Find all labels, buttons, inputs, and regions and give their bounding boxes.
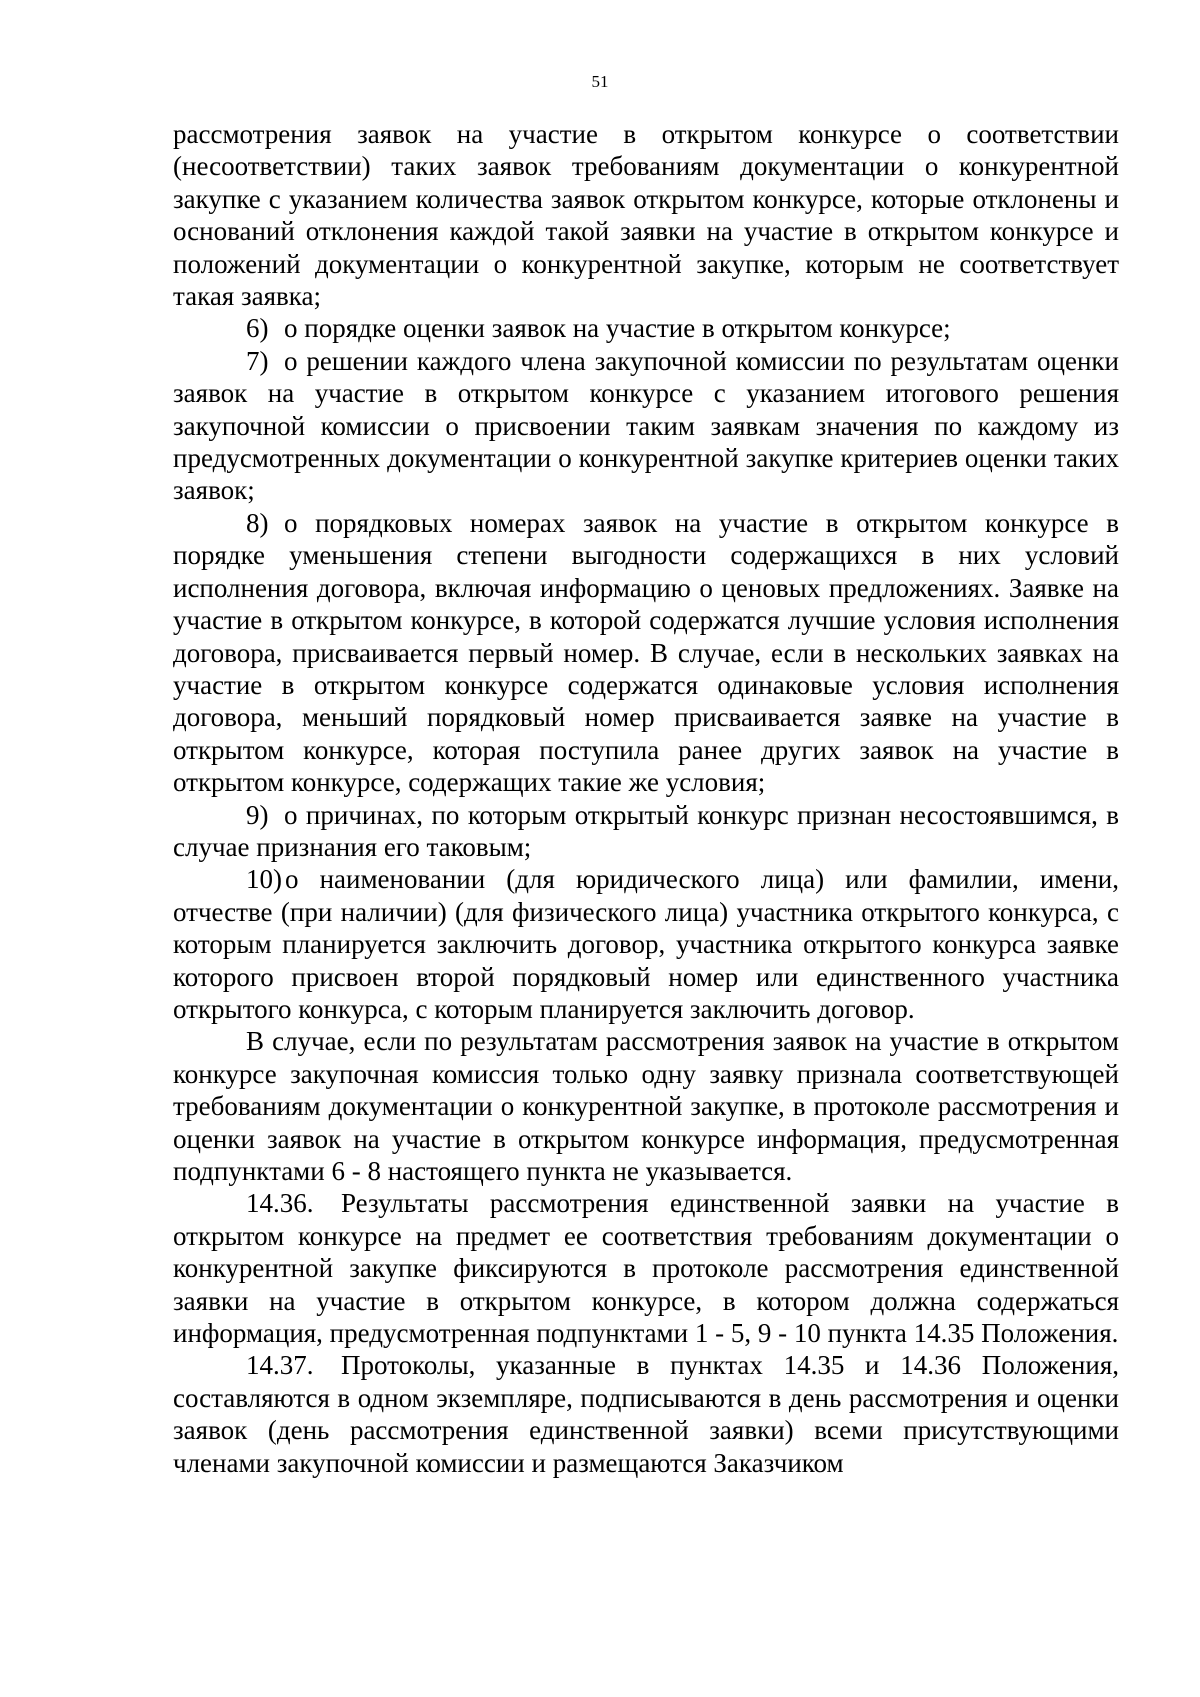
clause-number: 14.36. xyxy=(246,1188,314,1219)
clause-14-37 xyxy=(173,1349,1119,1479)
list-item-text: о решении каждого члена закупочной комиссии по результатам оценки заявок на участие в открытом конкурсе с указанием итогового решения закупочной комиссии о присвоении таким заявкам значения по каждому из предусмотренных документации о конкурентной закупке критериев оценки таких заявок; xyxy=(173,345,1119,506)
list-item-6 xyxy=(173,312,1119,344)
paragraph-continuation: рассмотрения заявок на участие в открытом конкурсе о соответствии (несоответствии) таких заявок требованиям документации о конкурентной закупке с указанием количества заявок открытом конкурсе, которые отклонены и оснований отклонения каждой такой заявки на участие в открытом конкурсе и положений документации о конкурентной закупке, которым не соответствует такая заявка; xyxy=(173,119,1119,312)
list-item-text: о порядке оценки заявок на участие в открытом конкурсе; xyxy=(284,313,951,344)
list-item-9 xyxy=(173,799,1119,864)
list-item-number: 10) xyxy=(246,864,282,895)
list-item-text: о причинах, по которым открытый конкурс признан несостоявшимся, в случае признания его таковым; xyxy=(173,799,1119,862)
page-number: 51 xyxy=(591,72,609,91)
list-item-10 xyxy=(173,863,1119,1025)
list-item-number: 6) xyxy=(246,313,269,344)
clause-text: Результаты рассмотрения единственной заявки на участие в открытом конкурсе на предмет ее соответствия требованиям документации о конкурентной закупке фиксируются в протоколе рассмотрения единственной заявки на участие в открытом конкурсе, в котором должна содержаться информация, предусмотренная подпунктами 1 - 5, 9 - 10 пункта 14.35 Положения. xyxy=(173,1188,1119,1349)
clause-14-36 xyxy=(173,1187,1119,1349)
paragraph-single-application-case: В случае, если по результатам рассмотрения заявок на участие в открытом конкурсе закупочная комиссия только одну заявку признала соответствующей требованиям документации о конкурентной закупке, в протоколе рассмотрения и оценки заявок на участие в открытом конкурсе информация, предусмотренная подпунктами 6 - 8 настоящего пункта не указывается. xyxy=(173,1026,1119,1186)
clause-number: 14.37. xyxy=(246,1350,314,1381)
clause-text: Протоколы, указанные в пунктах 14.35 и 14.36 Положения, составляются в одном экземпляре, подписываются в день рассмотрения и оценки заявок (день рассмотрения единственной заявки) всеми присутствующими членами закупочной комиссии и размещаются Заказчиком xyxy=(173,1350,1119,1478)
list-item-number: 8) xyxy=(246,507,269,538)
list-item-8 xyxy=(173,507,1119,799)
list-item-number: 9) xyxy=(246,799,269,830)
document-body xyxy=(173,118,1119,1479)
list-item-number: 7) xyxy=(246,345,269,376)
list-item-text: о наименовании (для юридического лица) или фамилии, имени, отчестве (при наличии) (для физического лица) участника открытого конкурса, с которым планируется заключить договор, участника открытого конкурса заявке которого присвоен второй порядковый номер или единственного участника открытого конкурса, с которым планируется заключить договор. xyxy=(173,864,1119,1024)
list-item-text: о порядковых номерах заявок на участие в открытом конкурсе в порядке уменьшения степени выгодности содержащихся в них условий исполнения договора, включая информацию о ценовых предложениях. Заявке на участие в открытом конкурсе, в которой содержатся лучшие условия исполнения договора, присваивается первый номер. В случае, если в нескольких заявках на участие в открытом конкурсе содержатся одинаковые условия исполнения договора, меньший порядковый номер присваивается заявке на участие в открытом конкурсе, которая поступила ранее других заявок на участие в открытом конкурсе, содержащих такие же условия; xyxy=(173,507,1119,798)
list-item-7 xyxy=(173,345,1119,507)
